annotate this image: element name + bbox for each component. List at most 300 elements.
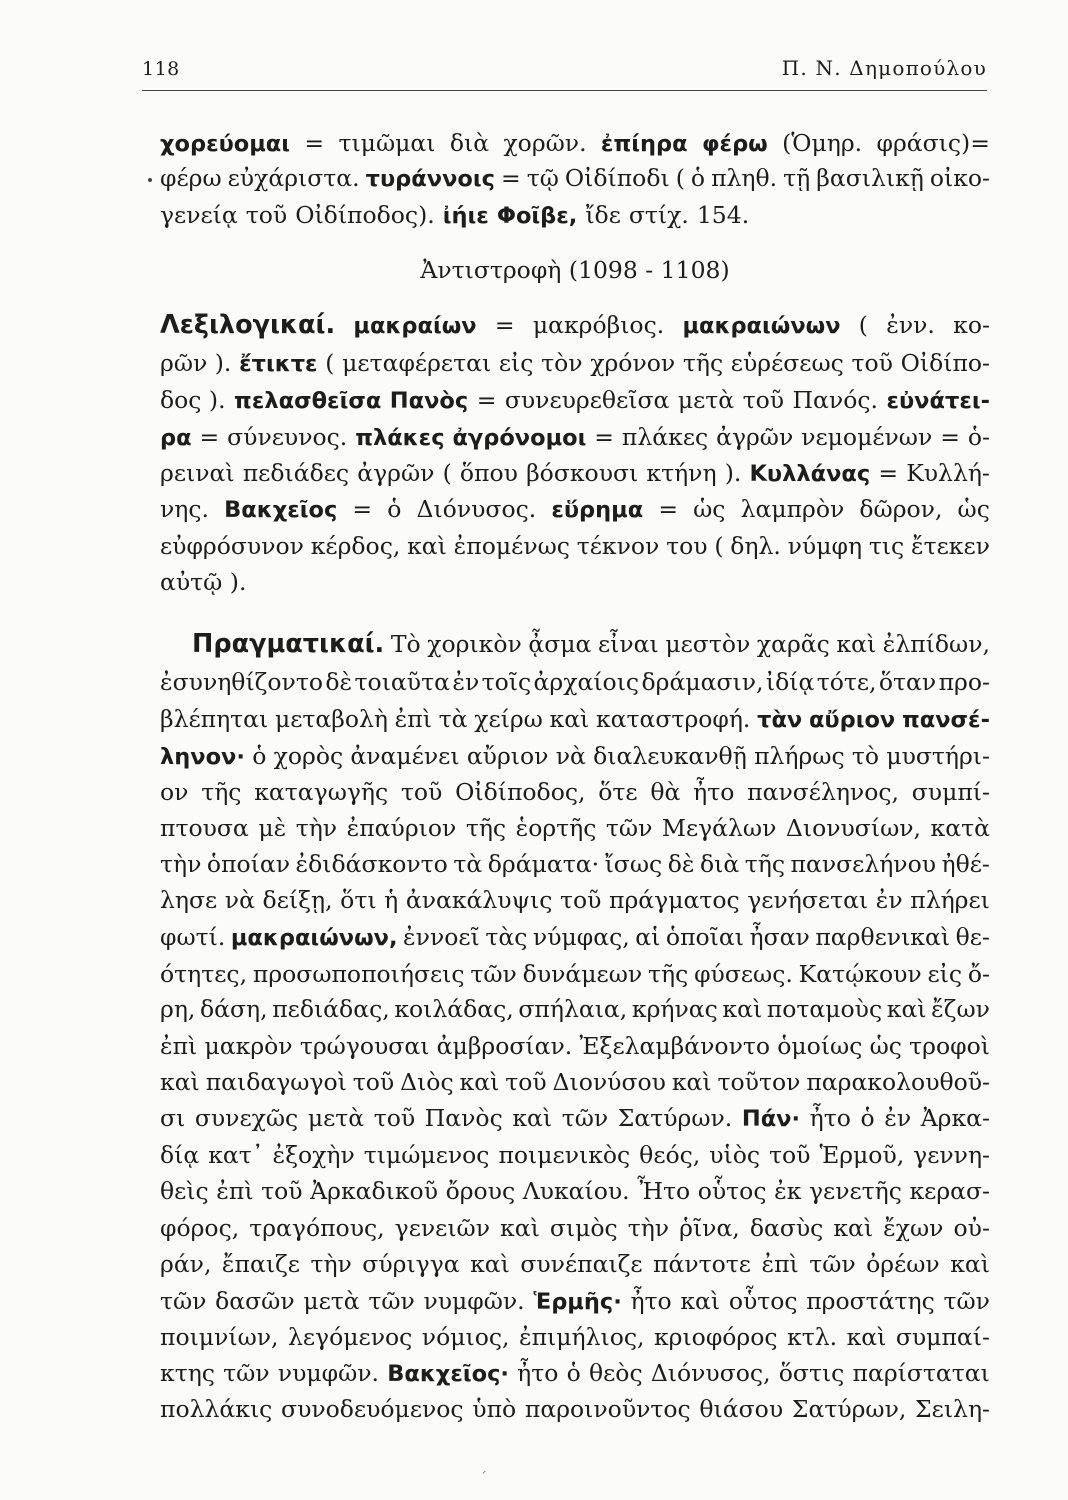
word: τροφοὶ <box>909 1032 990 1060</box>
bold-term: ἔτικτε <box>239 351 318 377</box>
bold-term: μακραιώνων <box>682 313 841 339</box>
word: μεταβολὴ <box>274 705 388 733</box>
word: ἴσως <box>604 850 663 878</box>
word: ἦτο <box>809 1104 851 1132</box>
word: ἦτο <box>517 1359 559 1387</box>
word: παρθενικαὶ <box>815 923 951 951</box>
word: καὶ <box>512 1104 553 1132</box>
word: ἀγρῶν <box>716 423 794 451</box>
word: βλέπηται <box>160 705 269 733</box>
word: τῶν <box>605 814 653 842</box>
word: μὲ <box>258 814 287 842</box>
word: ὅστις <box>778 1359 845 1387</box>
text-line <box>160 347 990 380</box>
word: τὴν <box>310 1250 352 1278</box>
word: υἱὸς <box>709 1141 761 1169</box>
word: θε- <box>955 923 990 951</box>
word: ὡς <box>869 1032 902 1060</box>
word: ὁποῖαι <box>665 923 744 951</box>
word: ὑπὸ <box>472 1395 517 1423</box>
word: = <box>878 459 899 487</box>
word: συνέπαιζε <box>520 1250 643 1278</box>
word: ἐπομένως <box>453 532 570 560</box>
word: φόρος, <box>160 1214 240 1242</box>
word: κτης <box>160 1359 215 1387</box>
word: συνοδευόμενος <box>281 1395 464 1423</box>
word: κοιλάδας, <box>394 995 514 1023</box>
text-line <box>160 530 990 562</box>
word: δράμασιν, <box>641 668 764 696</box>
word: καταστροφή. <box>595 705 751 733</box>
word: οἰκο- <box>929 164 990 192</box>
word: ὡς <box>957 495 990 523</box>
bold-term: ἰήιε <box>442 203 489 229</box>
text-line <box>160 993 990 1025</box>
word: Ἀρκα- <box>920 1104 990 1132</box>
word: δὲ <box>667 850 695 878</box>
word: Διονυσίων, <box>785 814 921 842</box>
word: ἐξοχὴν <box>272 1141 355 1169</box>
word: δυνάμεων <box>522 960 643 988</box>
word: συμπαί- <box>895 1323 990 1351</box>
word: οὗτος <box>697 1177 767 1205</box>
word: εὐχάριστα. <box>227 164 360 192</box>
bold-term: εὕρημα <box>551 497 644 523</box>
word: τῆς <box>465 814 507 842</box>
bold-term: μακραιώνων, <box>230 925 398 951</box>
bold-term: Βακχεῖος <box>224 497 338 523</box>
word: τῆς <box>744 850 785 878</box>
word: ρειναὶ <box>160 459 235 487</box>
word: ὀρέων <box>866 1250 940 1278</box>
word: τὸ <box>851 742 880 770</box>
word: φωτί. <box>160 923 226 951</box>
word: καὶ <box>459 1068 500 1096</box>
word: αἱ <box>635 923 661 951</box>
word: ἦτο <box>630 1287 672 1315</box>
word: σπήλαια, <box>518 995 628 1023</box>
word: ἐν <box>884 1104 912 1132</box>
word: δῶρον, <box>859 495 943 523</box>
word: ἀναμένει <box>350 742 460 770</box>
text-line <box>160 666 990 698</box>
word: ἔζων <box>931 995 990 1023</box>
word: μεταφέρεται <box>342 349 492 377</box>
bold-term: τὰν <box>757 707 803 733</box>
word: καὶ <box>886 995 927 1023</box>
word: θὰ <box>650 778 681 806</box>
word: φράσις)= <box>876 129 990 157</box>
word: τῶν <box>561 1104 609 1132</box>
word: πανσέληνος, <box>747 778 899 806</box>
word: Μεγάλων <box>661 814 777 842</box>
word: = <box>658 495 679 523</box>
word: γεννη- <box>913 1141 990 1169</box>
scan-speck: ˊ <box>480 1470 487 1486</box>
word: ἀνακάλυψις <box>405 886 553 914</box>
text-line <box>160 1030 990 1062</box>
word: εἰς <box>498 349 534 377</box>
bold-term: πελασθεῖσα <box>234 388 382 414</box>
word: συνεχῶς <box>194 1104 299 1132</box>
word: Ἀρκαδικοῦ <box>310 1177 438 1205</box>
word: ἀγρῶν <box>357 459 435 487</box>
word: καὶ <box>950 1250 990 1278</box>
bold-term: Βακχεῖος· <box>387 1361 509 1387</box>
word: τοῦ <box>373 1104 416 1132</box>
word: ὅταν <box>878 668 937 696</box>
word: τὰ <box>453 850 483 878</box>
text-line <box>160 1139 990 1171</box>
word: πλάκες <box>621 423 709 451</box>
word: ποιμνίων, <box>160 1323 279 1351</box>
word: ἔτεκεν <box>910 532 990 560</box>
word: τὴν <box>160 850 202 878</box>
word: νυμφῶν. <box>277 1359 380 1387</box>
text-line <box>160 1066 990 1098</box>
word: Πανός. <box>792 386 878 414</box>
bold-term: ἀγρόνομοι <box>452 425 587 451</box>
word: τότε, <box>816 668 877 696</box>
word: ( <box>325 349 335 377</box>
word: δείξῃ, <box>262 886 333 914</box>
word: ἐπαύριον <box>346 814 457 842</box>
word: παροινοῦντος <box>524 1395 691 1423</box>
word: ποταμοὺς <box>766 995 883 1023</box>
word: συνευρεθεῖσα <box>504 386 670 414</box>
word: τὸν <box>541 349 583 377</box>
bold-term: ληνον· <box>160 744 245 770</box>
word: εὑρέσεως <box>730 349 844 377</box>
word: ἐπὶ <box>394 705 432 733</box>
running-head: Π. Ν. Δημοπούλου <box>781 56 987 80</box>
text-line <box>160 1393 990 1425</box>
bold-term: μακραίων <box>353 313 477 339</box>
word: νὰ <box>555 742 586 770</box>
word: παρακολουθοῦ- <box>806 1068 990 1096</box>
word: τοῦ <box>560 886 602 914</box>
word: τὴν <box>295 814 338 842</box>
word: καὶ <box>549 705 590 733</box>
word: τὰ <box>438 705 468 733</box>
word: τοιαῦτα <box>354 668 450 696</box>
margin-mark <box>148 178 152 182</box>
word: ὁ <box>690 164 706 192</box>
word: τῷ <box>526 164 559 192</box>
bold-term: Πραγματικαί. <box>192 629 385 659</box>
word: δασῶν <box>215 1287 295 1315</box>
text-line <box>160 1102 990 1135</box>
text-line <box>160 162 990 195</box>
word: γενετῆς <box>808 1177 902 1205</box>
word: ὁμοίως <box>777 1032 863 1060</box>
word: Οἰδίποδι <box>564 164 670 192</box>
word: καὶ <box>407 532 447 560</box>
word: ἐνν. <box>886 311 935 339</box>
word: γενείᾳ <box>160 201 238 229</box>
word: τιμῶμαι <box>338 129 436 157</box>
text-line <box>160 776 990 808</box>
word: καὶ <box>671 1068 712 1096</box>
word: προσωποποιήσεις <box>252 960 465 988</box>
word: αὐτῷ ). <box>160 568 247 596</box>
word: ἦσαν <box>749 923 810 951</box>
word: πράγματος <box>609 886 740 914</box>
word: Διονύσου <box>552 1068 666 1096</box>
word: ἔπαιζε <box>221 1250 300 1278</box>
word: Οἰδίπο- <box>900 349 990 377</box>
bold-term: πανσέ- <box>901 707 990 733</box>
word: Σατύρων, <box>791 1395 907 1423</box>
bold-term: τυράννοις <box>365 166 495 192</box>
word: τὰς <box>485 923 528 951</box>
text-line <box>160 1357 990 1390</box>
word: σι <box>160 1104 186 1132</box>
word: ἦτο <box>693 778 735 806</box>
word: πτουσα <box>160 814 249 842</box>
word: ἐπὶ <box>761 1250 799 1278</box>
word: φύσεως. <box>694 960 793 988</box>
word: θεὸς <box>588 1359 643 1387</box>
word: = <box>494 311 515 339</box>
word: κο- <box>953 311 990 339</box>
word: παρίσταται <box>852 1359 990 1387</box>
word: διὰ <box>449 129 490 157</box>
text-line <box>160 199 990 232</box>
word: ὅπου <box>459 459 518 487</box>
text-line <box>160 1248 990 1280</box>
word: ὁποίαν <box>206 850 291 878</box>
word: πεδιάδες <box>242 459 350 487</box>
word: τοῦ <box>245 201 288 229</box>
word: λαμπρὸν <box>740 495 845 523</box>
word: ἠθέ- <box>941 850 990 878</box>
word: τῶν <box>160 1287 207 1315</box>
word: Πανὸς <box>424 1104 503 1132</box>
word: μετὰ <box>677 386 735 414</box>
word: προ- <box>938 668 990 696</box>
word: καὶ <box>846 1323 887 1351</box>
word: καὶ <box>680 1287 721 1315</box>
word: νεμομένων <box>801 423 933 451</box>
word: πληθ. <box>711 164 778 192</box>
word: ῥῖνα, <box>679 1214 740 1242</box>
word: ἐννοεῖ <box>403 923 480 951</box>
bold-term: εὐνάτει- <box>886 388 990 414</box>
word: τῆς <box>682 349 724 377</box>
text-line <box>160 848 990 880</box>
word: = <box>500 164 521 192</box>
text-line <box>160 812 990 844</box>
text-line <box>160 384 990 417</box>
word: γενειῶν <box>394 1214 490 1242</box>
word: τῶν <box>943 1287 990 1315</box>
word: μακρὸν <box>204 1032 293 1060</box>
word: ὁ- <box>967 423 990 451</box>
word: κέρδος, <box>310 532 401 560</box>
text-line <box>160 421 990 454</box>
word: ἐπὶ <box>216 1177 254 1205</box>
word: ρῶν ). <box>160 349 232 377</box>
word: Ἑρμοῦ, <box>819 1141 905 1169</box>
word: ὅτι <box>340 886 377 914</box>
word: Οἰδίποδος, <box>455 778 586 806</box>
word: καὶ <box>833 1214 874 1242</box>
word: τοῦ <box>400 778 443 806</box>
word: Ἀντιστροφὴ (1098 - 1108) <box>420 256 730 284</box>
word: νὰ <box>224 886 255 914</box>
word: τοῦ <box>505 1068 547 1096</box>
word: ον <box>160 778 189 806</box>
word: = <box>199 423 220 451</box>
word: ἡ <box>384 886 399 914</box>
word: τοῦ <box>769 1141 811 1169</box>
bold-term: χορεύομαι <box>160 131 291 157</box>
word: ἔχων <box>883 1214 944 1242</box>
text-line <box>160 884 990 916</box>
word: ἴδε <box>585 201 621 229</box>
word: τέκνον <box>576 532 660 560</box>
word: μακρόβιος. <box>532 311 665 339</box>
word: πεδιάδας, <box>272 995 390 1023</box>
text-line <box>160 958 990 990</box>
text-line <box>160 703 990 736</box>
word: σύνευνος. <box>227 423 348 451</box>
bold-term: Κυλλάνας <box>749 461 871 487</box>
text-line <box>160 566 990 598</box>
word: βασιλικῇ <box>816 164 924 192</box>
word: τῶν <box>470 960 517 988</box>
bold-term: ρα <box>160 425 192 451</box>
word: ἐκ <box>774 1177 802 1205</box>
word: (Ὁμηρ. <box>782 129 863 157</box>
word: ἑορτῆς <box>515 814 597 842</box>
bold-term: πλάκες <box>355 425 445 451</box>
word: εἰς <box>927 960 963 988</box>
word: μεστὸν <box>665 630 751 658</box>
text-line <box>160 127 990 160</box>
text-line <box>160 740 990 773</box>
word: δάση, <box>199 995 268 1023</box>
word: Διόνυσος. <box>416 495 537 523</box>
bold-term: ἐπίηρα <box>600 131 688 157</box>
word: = <box>304 129 325 157</box>
text-line <box>160 457 990 490</box>
text-line <box>160 1321 990 1353</box>
word: χορικὸν <box>427 630 522 658</box>
word: τιμώμενος <box>363 1141 490 1169</box>
word: Διὸς <box>400 1068 454 1096</box>
word: μετὰ <box>303 1287 360 1315</box>
word: τοῦ <box>742 386 785 414</box>
word: τρώγουσαι <box>299 1032 430 1060</box>
word: ράν, <box>160 1250 212 1278</box>
word: δὲ <box>325 668 353 696</box>
word: ὡς <box>693 495 726 523</box>
bold-term: Πανὸς <box>389 388 469 414</box>
word: συμπί- <box>911 778 990 806</box>
word: διαλευκανθῇ <box>593 742 747 770</box>
word: ἐσυνηθίζοντο <box>160 668 323 696</box>
word: ὁ <box>252 742 267 770</box>
word: λησε <box>160 886 218 914</box>
word: Τὸ <box>390 630 421 658</box>
word: τὴν <box>627 1214 670 1242</box>
word: Σατύρων. <box>617 1104 733 1132</box>
word: τοῦ <box>261 1177 303 1205</box>
word: νύμφη <box>787 532 863 560</box>
word: του <box>666 532 708 560</box>
word: = <box>594 423 614 451</box>
word: καταγωγῆς <box>254 778 389 806</box>
word: κατὰ <box>930 814 990 842</box>
word: προστάτης <box>806 1287 935 1315</box>
word: παιδαγωγοὶ <box>205 1068 347 1096</box>
word: χρόνον <box>590 349 676 377</box>
page-header <box>142 54 987 88</box>
word: ἀμβροσίαν. <box>436 1032 573 1060</box>
text-line <box>160 1285 990 1318</box>
word: καὶ <box>500 1214 540 1242</box>
word: εἶναι <box>597 630 659 658</box>
word: πλήρει <box>910 886 990 914</box>
word: ἐλπίδων, <box>882 630 990 658</box>
word: Σειλη- <box>915 1395 990 1423</box>
word: σιμὸς <box>549 1214 618 1242</box>
word: νόμιος, <box>421 1323 510 1351</box>
word: καὶ <box>160 1068 200 1096</box>
word: ἀρχαίοις <box>533 668 640 696</box>
bold-term: Ἑρμῆς· <box>533 1289 622 1315</box>
word: λεγόμενος <box>287 1323 413 1351</box>
word: ὁ <box>387 495 402 523</box>
text-line <box>160 254 990 286</box>
text-line <box>160 1212 990 1244</box>
word: ). <box>724 459 742 487</box>
word: νύμφας, <box>532 923 630 951</box>
text-line <box>160 309 990 342</box>
word: πανσελήνου <box>790 850 937 878</box>
word: = <box>476 386 497 414</box>
word: τοῦ <box>352 1068 395 1096</box>
word: ὅτε <box>598 778 638 806</box>
word: κερασ- <box>909 1177 990 1205</box>
word: τοῦτον <box>717 1068 801 1096</box>
page-number: 118 <box>142 58 180 80</box>
word: ἐδιδάσκοντο <box>295 850 448 878</box>
word: πάντοτε <box>653 1250 751 1278</box>
word: δηλ. <box>730 532 781 560</box>
word: τῇ <box>783 164 811 192</box>
word: στίχ. <box>628 201 689 229</box>
word: ἐπιμήλιος, <box>518 1323 645 1351</box>
word: μετὰ <box>307 1104 365 1132</box>
word: ἰδίᾳ <box>765 668 815 696</box>
word: τῶν <box>368 1287 415 1315</box>
bold-term: Φοῖβε, <box>496 203 578 229</box>
word: χορῶν. <box>503 129 587 157</box>
word: θεὶς <box>160 1177 209 1205</box>
word: αὔριον <box>466 742 549 770</box>
word: ὄ- <box>967 960 990 988</box>
word: κρήνας <box>631 995 718 1023</box>
word: βόσκουσι <box>526 459 639 487</box>
word: τῶν <box>223 1359 270 1387</box>
word: ὄρους <box>445 1177 516 1205</box>
word: τῆς <box>648 960 689 988</box>
word: Λυκαίου. <box>522 1177 630 1205</box>
word: καὶ <box>722 995 763 1023</box>
